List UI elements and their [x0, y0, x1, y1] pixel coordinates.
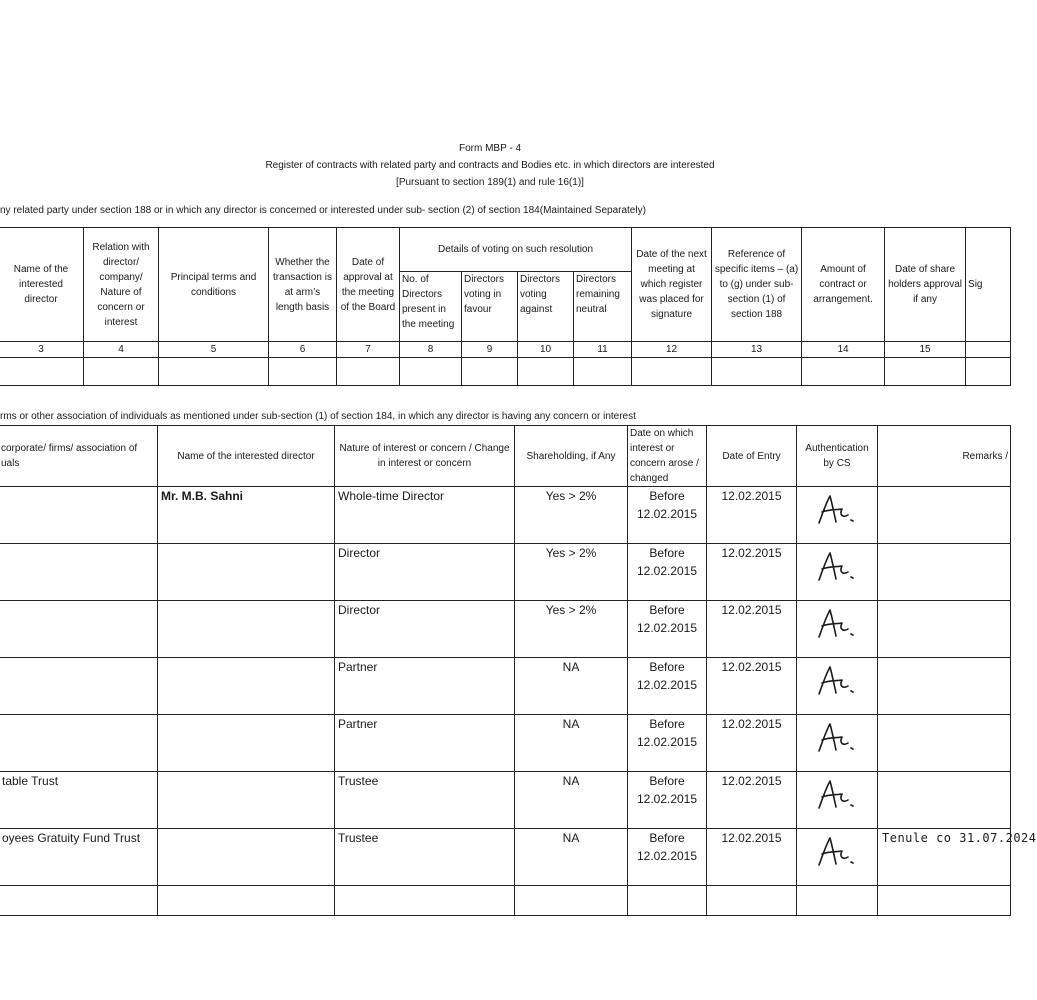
cell-date-entry: 12.02.2015 — [707, 544, 797, 601]
cell-authentication — [797, 829, 878, 886]
signature-icon — [815, 778, 855, 810]
empty-cell — [966, 358, 1011, 386]
cell-shareholding: NA — [515, 829, 628, 886]
col-interested-director-name: Name of the interested director — [158, 426, 335, 487]
column-number: 10 — [518, 342, 574, 358]
signature-icon — [815, 607, 855, 639]
empty-cell — [0, 358, 84, 386]
table-row — [0, 601, 1011, 658]
empty-cell — [335, 886, 515, 916]
column-number: 11 — [574, 342, 632, 358]
cell-shareholding: NA — [515, 715, 628, 772]
cell-body-corporate — [0, 715, 158, 772]
col-relation: Relation with director/ company/ Nature of concern or interest — [84, 228, 159, 342]
empty-cell — [574, 358, 632, 386]
column-number: 7 — [337, 342, 400, 358]
cell-date-entry: 12.02.2015 — [707, 715, 797, 772]
empty-cell — [515, 886, 628, 916]
empty-cell — [802, 358, 885, 386]
column-number-row — [0, 342, 1011, 358]
signature-icon — [815, 550, 855, 582]
col-shareholder-approval-date: Date of share holders approval if any — [885, 228, 966, 342]
empty-entry-row — [0, 886, 1011, 916]
col-directors-against: Directors voting against — [518, 272, 574, 342]
signature-icon — [815, 493, 855, 525]
table-row — [0, 658, 1011, 715]
cell-date-entry: 12.02.2015 — [707, 487, 797, 544]
part1-heading: ny related party under section 188 or in which any director is concerned or interested under sub- section (2) of section 184(Maintained Separately) — [0, 205, 646, 216]
empty-entry-row — [0, 358, 1011, 386]
empty-cell — [158, 886, 335, 916]
table-row — [0, 772, 1011, 829]
cell-body-corporate: oyees Gratuity Fund Trust — [0, 829, 158, 886]
column-number: 5 — [159, 342, 269, 358]
col-remarks: Remarks / — [878, 426, 1011, 487]
empty-cell — [878, 886, 1011, 916]
form-title: Form MBP - 4 — [458, 143, 522, 154]
col-arms-length: Whether the transaction is at arm’s length basis — [269, 228, 337, 342]
col-next-meeting-date: Date of the next meeting at which register was placed for signature — [632, 228, 712, 342]
column-number: 15 — [885, 342, 966, 358]
empty-cell — [518, 358, 574, 386]
cell-shareholding: NA — [515, 658, 628, 715]
cell-date-entry: 12.02.2015 — [707, 658, 797, 715]
column-number: 8 — [400, 342, 462, 358]
cell-director-name — [158, 829, 335, 886]
cell-remarks — [878, 715, 1011, 772]
column-number: 3 — [0, 342, 84, 358]
cell-remarks — [878, 658, 1011, 715]
col-principal-terms: Principal terms and conditions — [159, 228, 269, 342]
cell-authentication — [797, 772, 878, 829]
empty-cell — [797, 886, 878, 916]
cell-body-corporate — [0, 658, 158, 715]
cell-remarks — [878, 601, 1011, 658]
cell-body-corporate — [0, 487, 158, 544]
cell-remarks — [878, 544, 1011, 601]
empty-cell — [628, 886, 707, 916]
register-title: Register of contracts with related party and contracts and Bodies etc. in which directors are interested — [265, 160, 715, 171]
empty-cell — [885, 358, 966, 386]
cell-date-arose: Before 12.02.2015 — [628, 829, 707, 886]
cell-shareholding: Yes > 2% — [515, 487, 628, 544]
cell-body-corporate — [0, 544, 158, 601]
empty-cell — [269, 358, 337, 386]
cell-date-arose: Before 12.02.2015 — [628, 658, 707, 715]
col-interested-director: Name of the interested director — [0, 228, 84, 342]
cell-shareholding: NA — [515, 772, 628, 829]
column-number: 14 — [802, 342, 885, 358]
empty-cell — [159, 358, 269, 386]
col-authentication: Authentication by CS — [797, 426, 878, 487]
cell-nature: Director — [335, 601, 515, 658]
cell-date-arose: Before 12.02.2015 — [628, 715, 707, 772]
cell-nature: Trustee — [335, 772, 515, 829]
cell-shareholding: Yes > 2% — [515, 544, 628, 601]
cell-director-name — [158, 715, 335, 772]
cell-date-entry: 12.02.2015 — [707, 772, 797, 829]
signature-icon — [815, 721, 855, 753]
empty-cell — [84, 358, 159, 386]
cell-director-name — [158, 658, 335, 715]
col-board-approval-date: Date of approval at the meeting of the Board — [337, 228, 400, 342]
cell-shareholding: Yes > 2% — [515, 601, 628, 658]
cell-nature: Partner — [335, 658, 515, 715]
col-signature: Sig — [966, 228, 1011, 342]
cell-body-corporate — [0, 601, 158, 658]
table-row — [0, 715, 1011, 772]
empty-cell — [632, 358, 712, 386]
cell-date-arose: Before 12.02.2015 — [628, 601, 707, 658]
empty-cell — [462, 358, 518, 386]
cell-nature: Director — [335, 544, 515, 601]
cell-director-name — [158, 601, 335, 658]
col-shareholding: Shareholding, if Any — [515, 426, 628, 487]
col-reference-items: Reference of specific items – (a) to (g) under sub-section (1) of section 188 — [712, 228, 802, 342]
cell-director-name — [158, 544, 335, 601]
empty-cell — [400, 358, 462, 386]
empty-cell — [707, 886, 797, 916]
related-party-table — [0, 227, 1011, 386]
cell-authentication — [797, 544, 878, 601]
cell-body-corporate: table Trust — [0, 772, 158, 829]
cell-nature: Partner — [335, 715, 515, 772]
cell-date-arose: Before 12.02.2015 — [628, 544, 707, 601]
column-number: 12 — [632, 342, 712, 358]
column-number — [966, 342, 1011, 358]
signature-icon — [815, 835, 855, 867]
cell-authentication — [797, 715, 878, 772]
column-number: 9 — [462, 342, 518, 358]
col-directors-present: No. of Directors present in the meeting — [400, 272, 462, 342]
cell-nature: Whole-time Director — [335, 487, 515, 544]
pursuant-note: [Pursuant to section 189(1) and rule 16(1)] — [396, 177, 584, 188]
cell-authentication — [797, 658, 878, 715]
cell-date-entry: 12.02.2015 — [707, 601, 797, 658]
cell-director-name — [158, 772, 335, 829]
cell-remarks — [878, 487, 1011, 544]
table-row — [0, 544, 1011, 601]
column-number: 13 — [712, 342, 802, 358]
signature-icon — [815, 664, 855, 696]
cell-authentication — [797, 601, 878, 658]
col-body-corporate: corporate/ firms/ association of uals — [0, 426, 158, 487]
cell-date-arose: Before 12.02.2015 — [628, 487, 707, 544]
col-contract-amount: Amount of contract or arrangement. — [802, 228, 885, 342]
col-date-arose: Date on which interest or concern arose / changed — [628, 426, 707, 487]
col-directors-neutral: Directors remaining neutral — [574, 272, 632, 342]
col-nature-of-interest: Nature of interest or concern / Change in interest or concern — [335, 426, 515, 487]
table-row — [0, 487, 1011, 544]
cell-remarks — [878, 772, 1011, 829]
empty-cell — [337, 358, 400, 386]
col-voting-details: Details of voting on such resolution — [400, 228, 632, 272]
table-row — [0, 829, 1011, 886]
concern-interest-table — [0, 425, 1037, 916]
cell-date-entry: 12.02.2015 — [707, 829, 797, 886]
col-date-of-entry: Date of Entry — [707, 426, 797, 487]
cell-director-name: Mr. M.B. Sahni — [158, 487, 335, 544]
col-directors-favour: Directors voting in favour — [462, 272, 518, 342]
cell-remarks: Tenule co 31.07.2024 — [878, 829, 1011, 886]
empty-cell — [0, 886, 158, 916]
empty-cell — [712, 358, 802, 386]
cell-authentication — [797, 487, 878, 544]
column-number: 6 — [269, 342, 337, 358]
column-number: 4 — [84, 342, 159, 358]
part2-heading: rms or other association of individuals as mentioned under sub-section (1) of section 184, in which any director is having any concern or interest — [0, 411, 636, 422]
part2-header-row — [0, 426, 1011, 487]
cell-nature: Trustee — [335, 829, 515, 886]
cell-date-arose: Before 12.02.2015 — [628, 772, 707, 829]
